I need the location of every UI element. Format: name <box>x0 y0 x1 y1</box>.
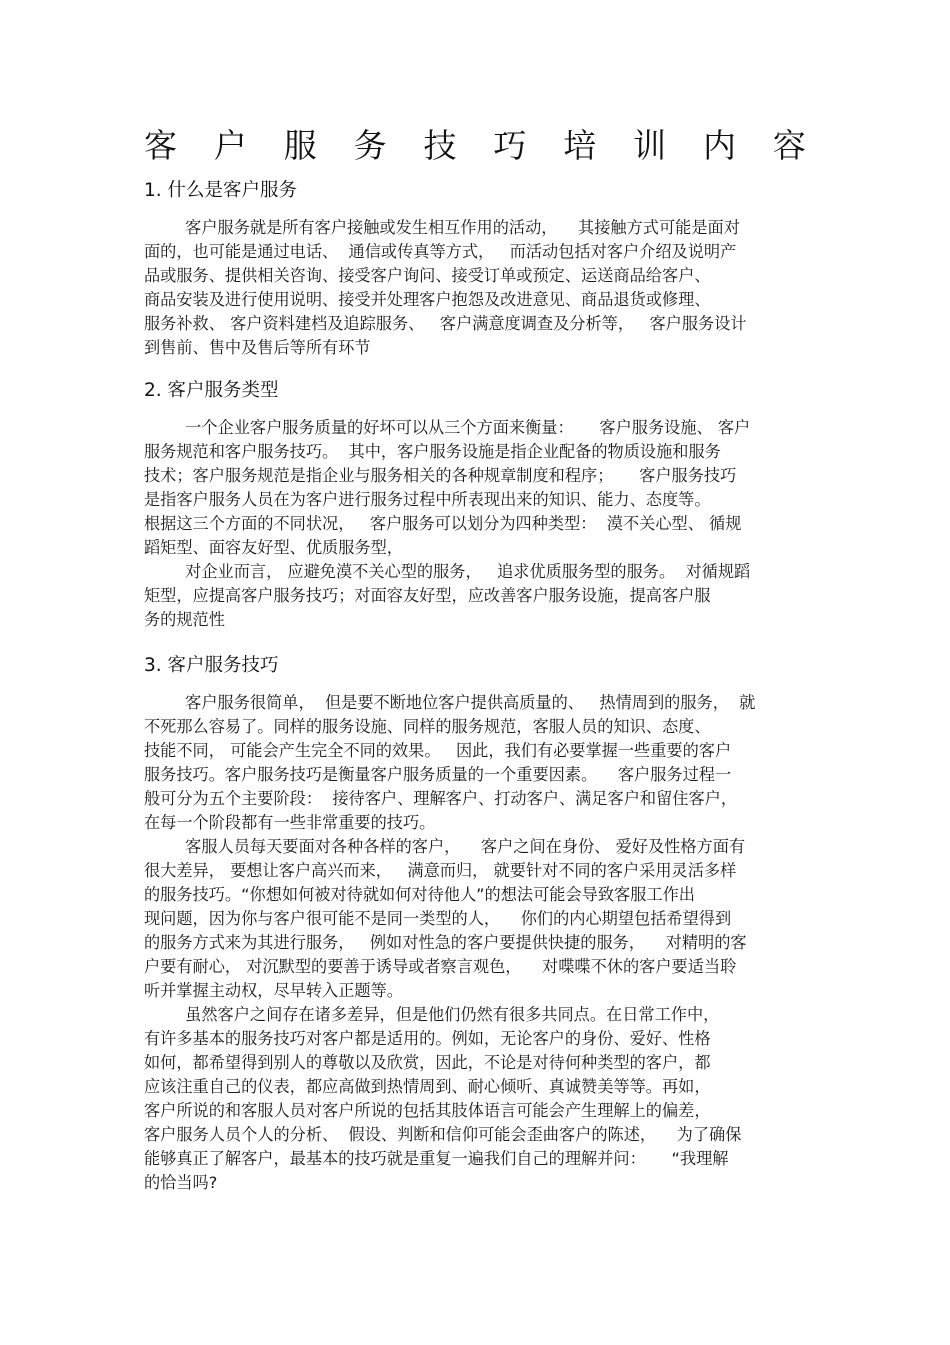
title-char: 客 <box>144 126 177 165</box>
text-line: 商品安装及进行使用说明、接受并处理客户抱怨及改进意见、商品退货或修理、 <box>144 290 711 309</box>
text-line: 客户服务人员个人的分析、 假设、判断和信仰可能会歪曲客户的陈述， 为了确保 <box>144 1125 742 1144</box>
text-line: 有许多基本的服务技巧对客户都是适用的。例如，无论客户的身份、爱好、性格 <box>144 1029 711 1048</box>
title-char: 培 <box>563 126 597 165</box>
text-line: 技能不同， 可能会产生完全不同的效果。 因此，我们有必要掌握一些重要的客户 <box>144 741 732 760</box>
title-char: 服 <box>283 126 317 165</box>
text-line: 客户服务很简单， 但是要不断地位客户提供高质量的、 热情周到的服务， 就 <box>144 693 756 712</box>
text-line: 服务补救、 客户资料建档及追踪服务、 客户满意度调查及分析等， 客户服务设计 <box>144 314 747 333</box>
paragraph <box>144 416 806 632</box>
text-line: 的恰当吗? <box>144 1173 218 1192</box>
text-line: 务的规范性 <box>144 610 225 629</box>
text-line: 品或服务、提供相关咨询、接受客户询问、接受订单或预定、运送商品给客户、 <box>144 266 711 285</box>
text-line: 客户所说的和客服人员对客户所说的包括其肢体语言可能会产生理解上的偏差， <box>144 1101 711 1120</box>
text-line: 的服务技巧。“你想如何被对待就如何对待他人”的想法可能会导致客服工作出 <box>144 885 695 904</box>
text-line: 服务技巧。客户服务技巧是衡量客户服务质量的一个重要因素。 客户服务过程一 <box>144 765 732 784</box>
text-line: 客服人员每天要面对各种各样的客户， 客户之间在身份、 爱好及性格方面有 <box>144 837 746 856</box>
text-line: 到售前、售中及售后等所有环节 <box>144 338 371 357</box>
text-line: 服务规范和客户服务技巧。 其中，客户服务设施是指企业配备的物质设施和服务 <box>144 442 721 461</box>
text-line: 现问题，因为你与客户很可能不是同一类型的人， 你们的内心期望包括希望得到 <box>144 909 732 928</box>
paragraph <box>144 216 806 360</box>
section-heading: 1. 什么是客户服务 <box>144 180 298 201</box>
text-line: 矩型，应提高客户服务技巧；对面容友好型，应改善客户服务设施，提高客户服 <box>144 586 711 605</box>
section-heading: 3. 客户服务技巧 <box>144 655 279 676</box>
text-line: 客户服务就是所有客户接触或发生相互作用的活动， 其接触方式可能是面对 <box>144 218 740 237</box>
text-line: 蹈矩型、面容友好型、优质服务型， <box>144 538 403 557</box>
text-line: 虽然客户之间存在诸多差异，但是他们仍然有很多共同点。在日常工作中， <box>144 1005 720 1024</box>
title-char: 户 <box>213 126 247 165</box>
title-char: 务 <box>353 126 387 165</box>
text-line: 在每一个阶段都有一些非常重要的技巧。 <box>144 813 436 832</box>
text-line: 根据这三个方面的不同状况， 客户服务可以划分为四种类型： 漠不关心型、 循规 <box>144 514 742 533</box>
text-line: 不死那么容易了。同样的服务设施、同样的服务规范，客服人员的知识、态度、 <box>144 717 711 736</box>
paragraph <box>144 691 806 1195</box>
text-line: 一个企业客户服务质量的好坏可以从三个方面来衡量： 客户服务设施、 客户 <box>144 418 751 437</box>
title-char: 容 <box>772 126 806 165</box>
text-line: 能够真正了解客户，最基本的技巧就是重复一遍我们自己的理解并问： “我理解 <box>144 1149 729 1168</box>
text-line: 如何，都希望得到别人的尊敬以及欣赏，因此，不论是对待何种类型的客户，都 <box>144 1053 711 1072</box>
title-char: 内 <box>703 126 736 165</box>
section-heading: 2. 客户服务类型 <box>144 380 279 401</box>
title-char: 训 <box>633 126 667 165</box>
title-char: 技 <box>423 126 457 165</box>
title-char: 巧 <box>493 126 527 165</box>
page-title <box>144 124 806 168</box>
text-line: 很大差异， 要想让客户高兴而来， 满意而归， 就要针对不同的客户采用灵活多样 <box>144 861 737 880</box>
text-line: 户要有耐心， 对沉默型的要善于诱导或者察言观色， 对喋喋不休的客户要适当聆 <box>144 957 737 976</box>
text-line: 的服务方式来为其进行服务， 例如对性急的客户要提供快捷的服务， 对精明的客 <box>144 933 747 952</box>
text-line: 面的，也可能是通过电话、 通信或传真等方式， 而活动包括对客户介绍及说明产 <box>144 242 737 261</box>
text-line: 般可分为五个主要阶段： 接待客户、理解客户、打动客户、满足客户和留住客户， <box>144 789 738 808</box>
text-line: 应该注重自己的仪表，都应高做到热情周到、耐心倾听、真诚赞美等等。再如， <box>144 1077 711 1096</box>
text-line: 听并掌握主动权，尽早转入正题等。 <box>144 981 403 1000</box>
text-line: 是指客户服务人员在为客户进行服务过程中所表现出来的知识、能力、态度等。 <box>144 490 711 509</box>
text-line: 技术；客户服务规范是指企业与服务相关的各种规章制度和程序； 客户服务技巧 <box>144 466 737 485</box>
text-line: 对企业而言， 应避免漠不关心型的服务， 追求优质服务型的服务。 对循规蹈 <box>144 562 751 581</box>
